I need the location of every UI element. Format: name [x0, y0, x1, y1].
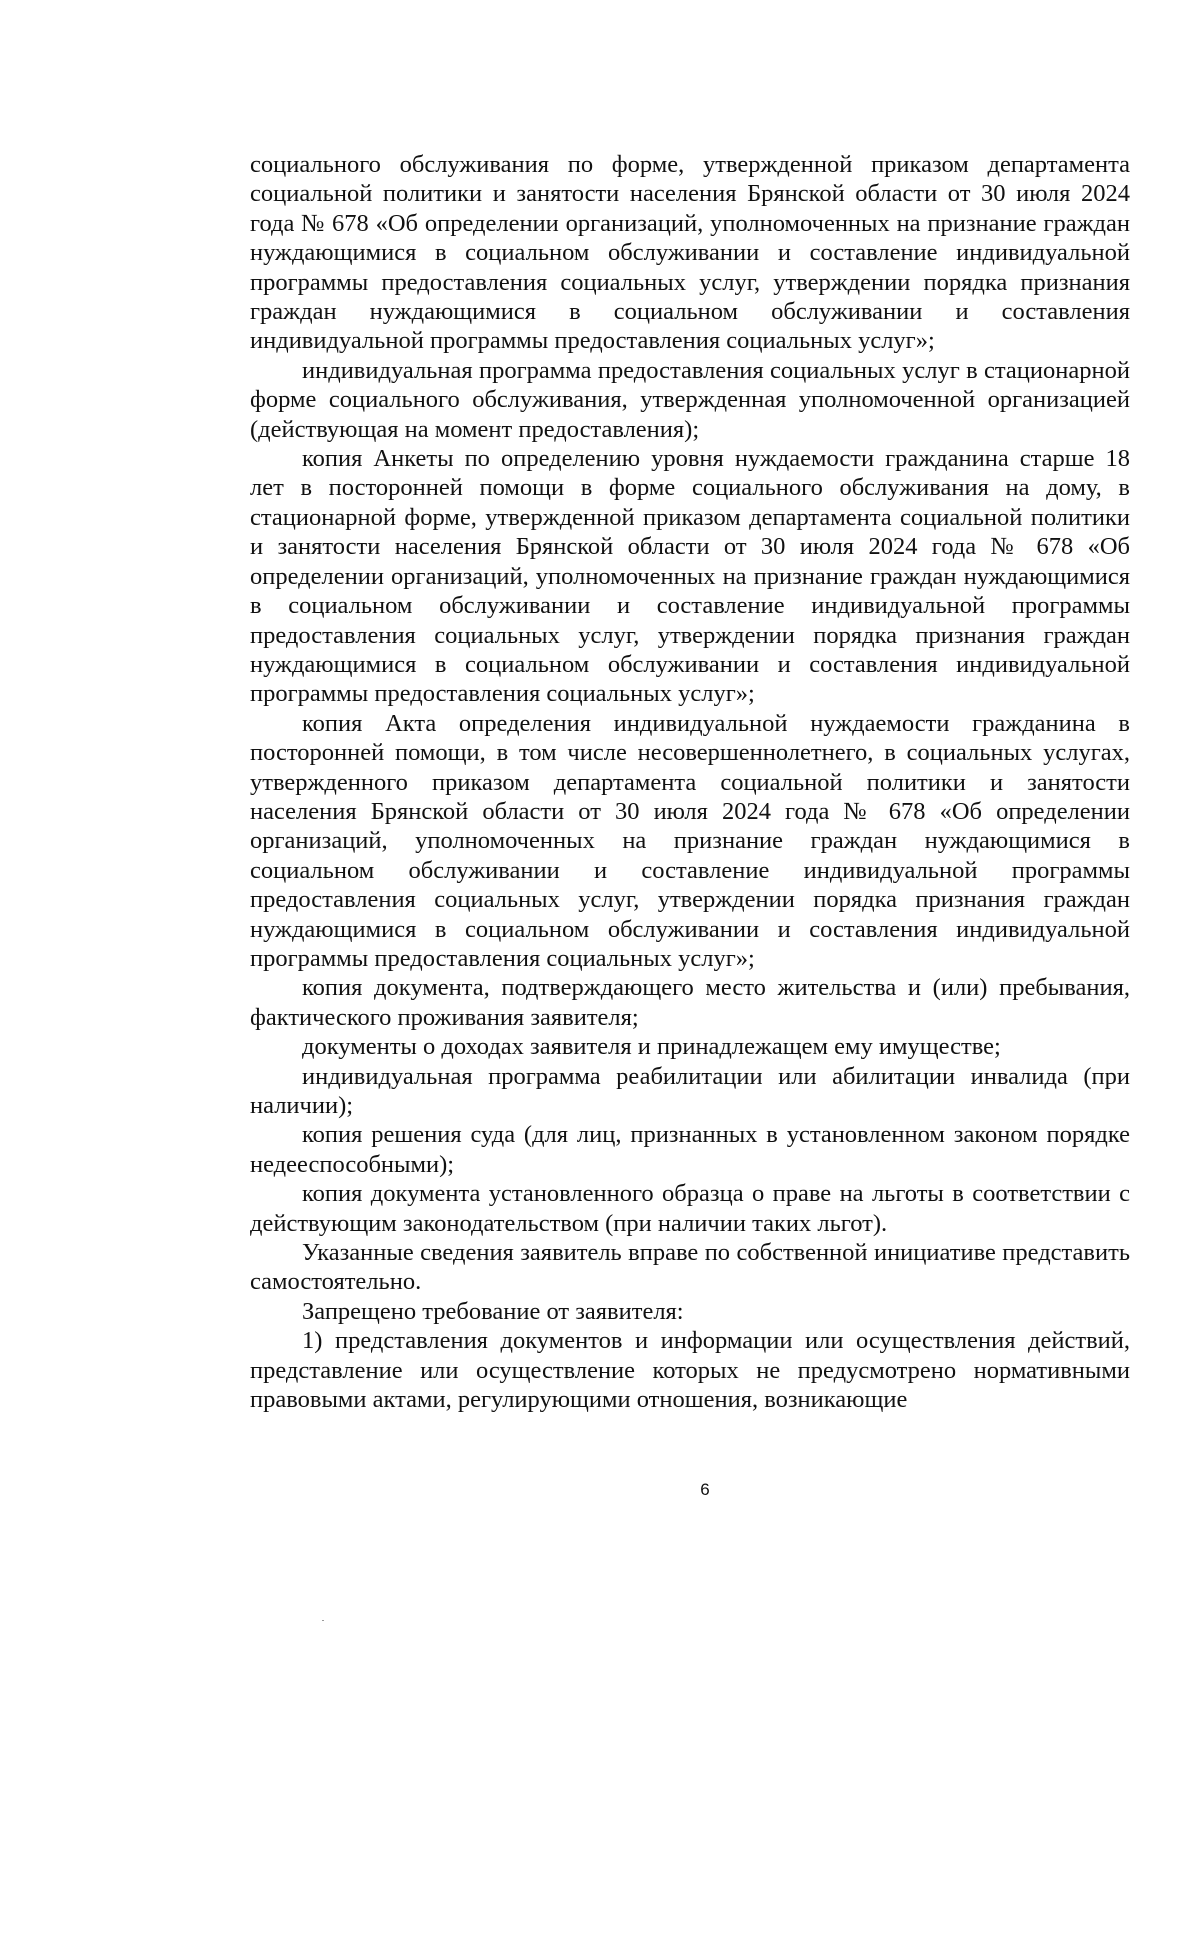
paragraph-benefits-document: копия документа установленного образца о праве на льготы в соответствии с действующим законодательством (при наличии таких льгот).: [250, 1180, 1130, 1237]
paragraph-residence-document: копия документа, подтверждающего место жительства и (или) пребывания, фактического проживания заявителя;: [250, 974, 1130, 1031]
scan-artifact: [322, 1620, 324, 1621]
paragraph-income-documents: документы о доходах заявителя и принадлежащем ему имуществе;: [302, 1033, 1001, 1061]
paragraph-rehabilitation-program: индивидуальная программа реабилитации или абилитации инвалида (при наличии);: [250, 1062, 1130, 1119]
document-body: [250, 150, 1130, 1414]
paragraph-prohibition-heading: Запрещено требование от заявителя:: [302, 1297, 684, 1325]
paragraph-court-decision: копия решения суда (для лиц, признанных в установленном законом порядке недееспособными);: [250, 1121, 1130, 1178]
paragraph-individual-program: индивидуальная программа предоставления социальных услуг в стационарной форме социального обслуживания, утвержденная уполномоченной организацией (действующая на момент предоставления);: [250, 356, 1130, 443]
paragraph-questionnaire-copy: копия Анкеты по определению уровня нуждаемости гражданина старше 18 лет в посторонней помощи в форме социального обслуживания на дому, в стационарной форме, утвержденной приказом департамента социальной политики и занятости населения Брянской области от 30 июля 2024 года № 678 «Об определении организаций, уполномоченных на признание граждан нуждающимися в социальном обслуживании и составление индивидуальной программы предоставления социальных услуг, утверждении порядка признания граждан нуждающимися в социальном обслуживании и составления индивидуальной программы предоставления социальных услуг»;: [250, 445, 1130, 708]
paragraph-prohibition-item-1: 1) представления документов и информации или осуществления действий, представление или осуществление которых не предусмотрено нормативными правовыми актами, регулирующими отношения, возникающие: [250, 1327, 1130, 1414]
paragraph-voluntary-submission: Указанные сведения заявитель вправе по собственной инициативе представить самостоятельно.: [250, 1239, 1130, 1296]
page-number: 6: [700, 1480, 710, 1499]
paragraph-act-copy: копия Акта определения индивидуальной нуждаемости гражданина в посторонней помощи, в том числе несовершеннолетнего, в социальных услугах, утвержденного приказом департамента социальной политики и занятости населения Брянской области от 30 июля 2024 года № 678 «Об определении организаций, уполномоченных на признание граждан нуждающимися в социальном обслуживании и составление индивидуальной программы предоставления социальных услуг, утверждении порядка признания граждан нуждающимися в социальном обслуживании и составления индивидуальной программы предоставления социальных услуг»;: [250, 709, 1130, 972]
paragraph-continuation: социального обслуживания по форме, утвержденной приказом департамента социальной политики и занятости населения Брянской области от 30 июля 2024 года № 678 «Об определении организаций, уполномоченных на признание граждан нуждающимися в социальном обслуживании и составление индивидуальной программы предоставления социальных услуг, утверждении порядка признания граждан нуждающимися в социальном обслуживании и составления индивидуальной программы предоставления социальных услуг»;: [250, 151, 1130, 355]
